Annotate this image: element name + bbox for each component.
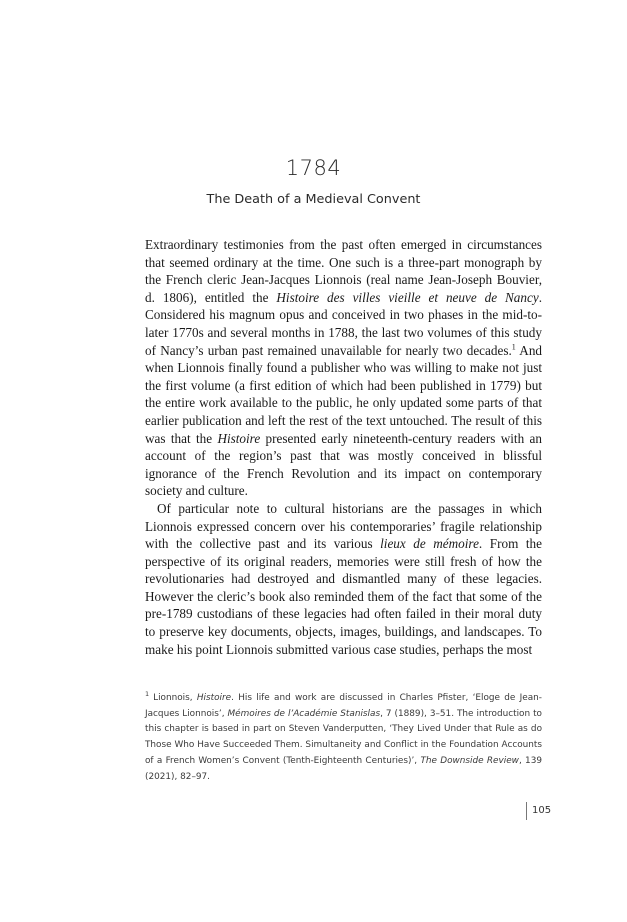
paragraph-1 xyxy=(145,236,542,500)
chapter-title: The Death of a Medieval Convent xyxy=(206,192,421,207)
text-run: . From the perspective of its original readers, memories were still fresh of how the revolutionaries had destroyed and dismantled many of these legacies. However the cleric’s book also reminded them of the fact that some of the pre-1789 custodians of these legacies had often failed in their moral duty to preserve key documents, objects, images, buildings, and landscapes. To make his point Lionnois submitted various case studies, perhaps the most xyxy=(145,536,542,657)
journal-title: Mémoires de l’Académie Stanislas xyxy=(227,708,381,719)
book-title-short: Histoire xyxy=(196,693,232,703)
text-run: , 139 (2021), 82–97. xyxy=(145,755,542,782)
text-run: Extraordinary testimonies from the past often emerged in circumstances that seemed ordinary at the time. One such is a three-part monograph by the French cleric Jean-Jacques Lionnois (real name Jean-Joseph Bouvier, d. 1806), entitled the xyxy=(145,237,542,305)
footnote xyxy=(145,691,542,785)
journal-title: The Downside Review xyxy=(420,755,519,766)
book-title-short: Histoire xyxy=(217,430,261,446)
text-run: Of particular note to cultural historians are the passages in which Lionnois expressed concern over his contemporaries’ fragile relationship with the collective past and its various xyxy=(145,500,542,552)
text-run: And when Lionnois finally found a publisher who was willing to make not just the first volume (a first edition of which had been published in 1779) but the entire work available to the public, he only updated some parts of that earlier publication and left the rest of the text untouched. The result of this was that the xyxy=(145,342,543,446)
page-number-divider xyxy=(526,802,527,820)
page-number: 105 xyxy=(532,805,552,816)
term-lieux-de-memoire: lieux de mémoire xyxy=(380,536,479,552)
text-run: , 7 (1889), 3–51. The introduction to this chapter is based in part on Steven Vanderputten, ‘They Lived Under that Rule as do Those Who Have Succeeded Them. Simultaneity and Conflict in the Foundation Accounts of a French Women’s Convent (Tenth-Eighteenth Centuries)’, xyxy=(145,708,542,766)
book-title: Histoire des villes vieille et neuve de Nancy xyxy=(276,289,539,305)
paragraph-2 xyxy=(145,500,542,658)
footnote-mark: 1 xyxy=(145,690,150,699)
chapter-number: 1784 xyxy=(285,156,342,180)
body-text xyxy=(145,236,542,658)
text-run: . His life and work are discussed in Charles Pfister, ‘Eloge de Jean-Jacques Lionnois’, xyxy=(145,693,542,719)
text-run: presented early nineteenth-century readers with an account of the region’s past that was mostly conceived in blissful ignorance of the French Revolution and its impact on contemporary society and culture. xyxy=(145,430,542,499)
text-run: Lionnois, xyxy=(153,693,197,703)
footnote-reference[interactable]: 1 xyxy=(511,342,516,352)
text-run: . Considered his magnum opus and conceived in two phases in the mid-to-later 1770s and several months in 1788, the last two volumes of this study of Nancy’s urban past remained unavailable for nearly two decades. xyxy=(145,289,542,358)
